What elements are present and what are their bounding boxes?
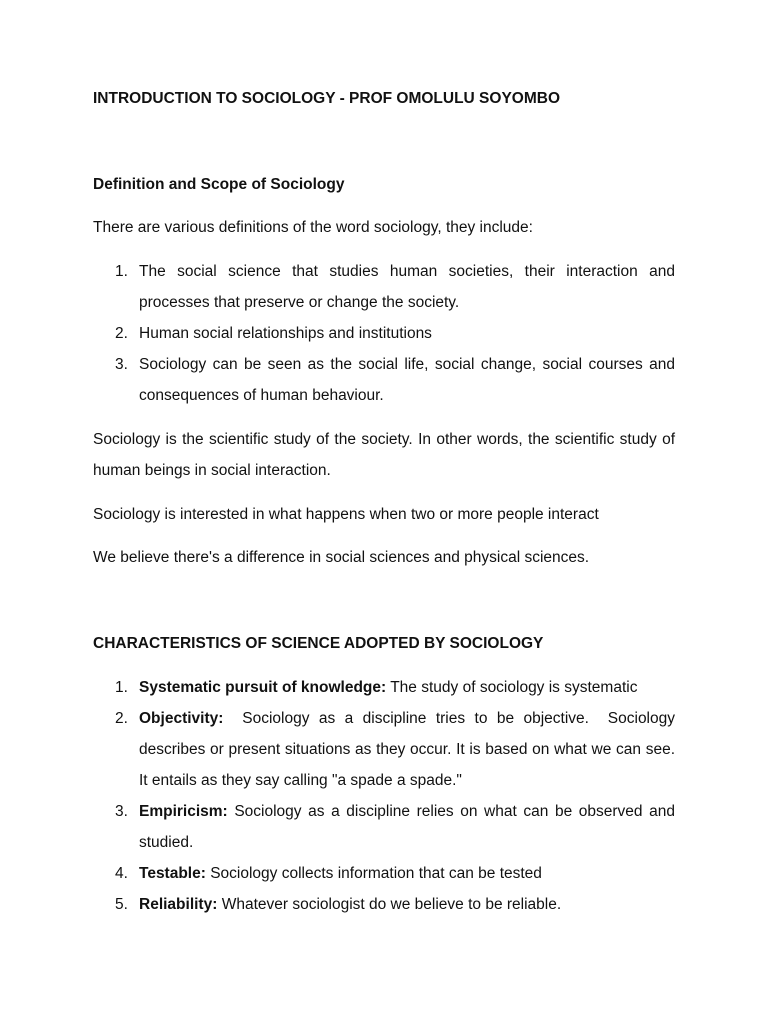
list-item-text: The social science that studies human societies, their interaction and processes that preserve or change the society. [139,263,675,311]
list-item-text: Sociology as a discipline relies on what can be observed and studied. [139,803,675,851]
list-item-term: Empiricism: [139,803,228,820]
list-item [93,796,675,858]
list-number: 2. [115,325,128,342]
list-item [93,672,675,703]
list-item-text: Human social relationships and institutions [139,325,432,342]
section-heading-characteristics: CHARACTERISTICS OF SCIENCE ADOPTED BY SOCIOLOGY [93,635,544,652]
list-item-text: The study of sociology is systematic [386,679,638,696]
list-item-text: Sociology collects information that can be tested [205,865,542,882]
list-number: 3. [115,803,128,820]
list-item-text: Sociology as a discipline tries to be objective. Sociology describes or present situations as they occur. It is based on what we can see. It entails as they say calling "a spade a spade." [139,710,680,789]
list-item [93,349,675,411]
list-number: 3. [115,356,128,373]
list-item [93,256,675,318]
list-number: 2. [115,710,128,727]
paragraph-sciences-difference: We believe there's a difference in social sciences and physical sciences. [93,549,590,566]
list-item-term: Objectivity: [139,710,224,727]
list-item [93,318,675,349]
list-item-term: Systematic pursuit of knowledge: [139,679,387,696]
list-item-text: Whatever sociologist do we believe to be reliable. [217,896,562,913]
definitions-list [93,256,675,411]
list-item [93,703,680,796]
list-item [93,858,675,889]
list-number: 1. [115,679,128,696]
list-item-term: Reliability: [139,896,218,913]
characteristics-list [93,672,680,920]
list-number: 1. [115,263,128,280]
paragraph-interaction: Sociology is interested in what happens when two or more people interact [93,506,599,523]
paragraph-scientific-study: Sociology is the scientific study of the society. In other words, the scientific study of human beings in social interaction. [93,431,675,479]
definitions-intro: There are various definitions of the word sociology, they include: [93,219,533,236]
list-number: 5. [115,896,128,913]
section-heading-definition: Definition and Scope of Sociology [93,176,345,193]
list-item-term: Testable: [139,865,206,882]
document-title: INTRODUCTION TO SOCIOLOGY - PROF OMOLULU SOYOMBO [93,90,561,107]
list-number: 4. [115,865,128,882]
list-item [93,889,675,920]
list-item-text: Sociology can be seen as the social life, social change, social courses and consequences of human behaviour. [139,356,675,404]
